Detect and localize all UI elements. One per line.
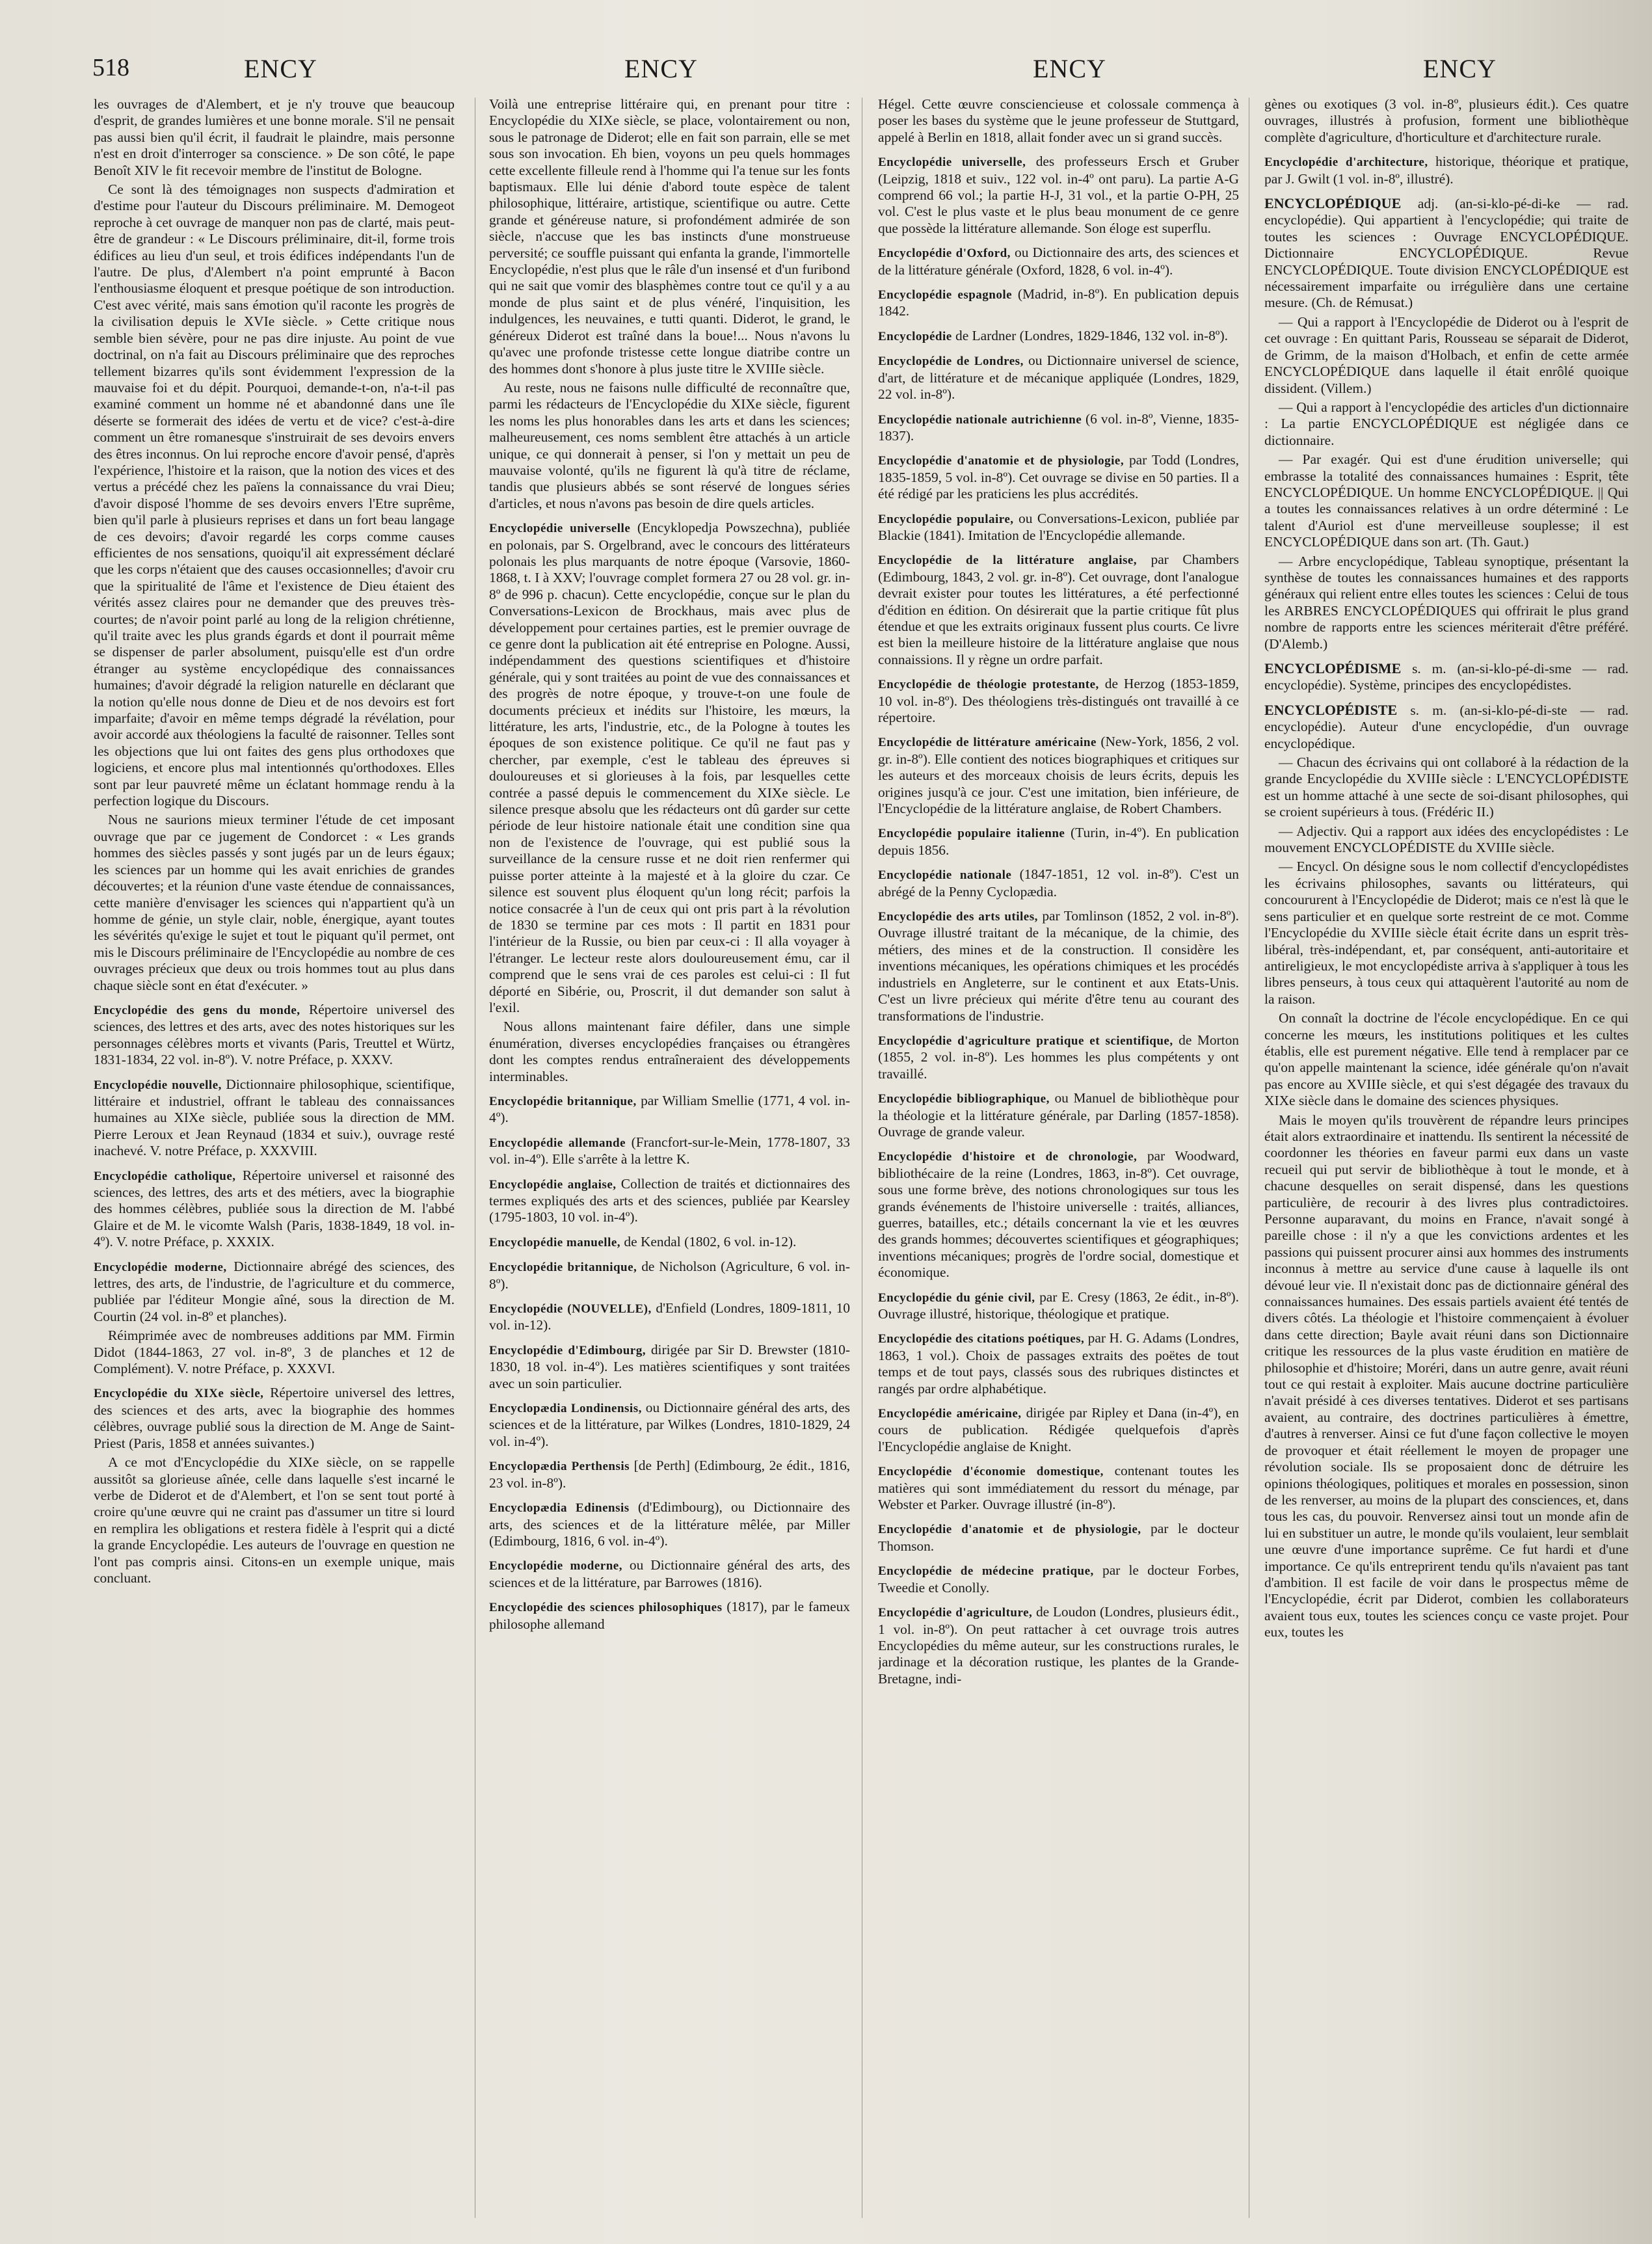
entry-title: Encyclopédie nationale autrichienne	[878, 412, 1082, 427]
entry-title: Encyclopédie d'économie domestique,	[878, 1465, 1104, 1479]
entry	[94, 1076, 455, 1160]
entry	[878, 511, 1239, 544]
definition: s. m. (an-si-klo-pé-di-sme — rad. encyclopédie). Système, principes des encyclopédistes.	[1264, 661, 1629, 693]
column-2	[489, 96, 850, 2223]
entry-title: Encyclopédie américaine,	[878, 1407, 1022, 1421]
entry-title: Encyclopédie britannique,	[489, 1261, 637, 1275]
entry-text: par E. Cresy (1863, 2e édit., in-8º). Ouvrage illustré, historique, théologique et pratique.	[878, 1289, 1239, 1322]
entry-text: ou Conversations-Lexicon, publiée par Blackie (1841). Imitation de l'Encyclopédie allemande.	[878, 510, 1239, 543]
entry-text: par Tomlinson (1852, 2 vol. in-8º). Ouvrage illustré traitant de la mécanique, de la chimie, des métiers, des mines et de la construction. Il considère les inventions mécaniques, les opérations chimiques et les procédés industriels en Angleterre, sur le continent et aux Etats-Unis. C'est un livre précieux qui mérite d'être tenu au courant des transformations de l'industrie.	[878, 908, 1239, 1024]
entry	[878, 1148, 1239, 1281]
entry-title: Encyclopédie d'anatomie et de physiologie,	[878, 1523, 1141, 1537]
entry	[489, 1134, 850, 1168]
headword: ENCYCLOPÉDISME	[1264, 660, 1402, 676]
entry-text: de Nicholson (Agriculture, 6 vol. in-8º).	[489, 1259, 850, 1292]
entry-text: dirigée par Sir D. Brewster (1810-1830, 18 vol. in-4º). Les matières scientifiques y sont traitées avec un soin particulier.	[489, 1341, 850, 1391]
entry	[489, 1234, 850, 1251]
entry	[94, 1259, 455, 1326]
paragraph: Ce sont là des témoignages non suspects d'admiration et d'estime pour l'auteur du Discours préliminaire. M. Demogeot reproche à cet ouvrage de manquer non pas de clarté, mais peut-être de grandeur : « Le Discours préliminaire, dit-il, forme trois édifices au lieu d'un seul, et trois édifices indépendants l'un de l'autre. De plus, d'Alembert n'a point emprunté à Bacon l'enthousiasme éloquent et presque poétique de son introduction. C'est avec vérité, mais sans émotion qu'il raconte les progrès de la civilisation depuis le XVIe siècle. » Cette critique nous semble bien sévère, pour ne pas dire injuste. Au point de vue doctrinal, on n'a fait au Discours préliminaire que des reproches tellement bizarres qu'ils sont évidemment l'expression de la mauvaise foi et du dépit. Pourquoi, demande-t-on, n'a-t-il pas examiné comment un homme né et abandonné dans une île déserte se formerait des idées de vertu et de vice? c'est-à-dire comment un être romanesque s'instruirait de ses devoirs envers des êtres inconnus. On lui reproche encore d'avoir pensé, d'après l'expérience, l'histoire et la raison, que la notion des vices et des vertus a précédé chez les païens la connaissance du vrai Dieu; d'avoir disposé l'homme de ses devoirs envers l'Etre suprême, bien qu'il parle à plusieurs reprises et dans un fort beau langage de ces devoirs; d'avoir regardé les corps comme causes efficientes de nos sensations, quoiqu'il ait expressément déclaré que les corps n'étaient que des causes occasionnelles; d'avoir cru que la spiritualité de l'âme et l'existence de Dieu étaient des vérités assez claires pour ne demander que des preuves très-courtes; de n'avoir point parlé au long de la religion chrétienne, qu'il traite avec les plus grands égards et dont il pourrait même se dispenser de parler absolument, puisqu'elle est d'un ordre étranger au système encyclopédique des connaissances humaines; d'avoir dégradé la religion naturelle en déclarant que la notion qu'elle nous donne de Dieu et de nos devoirs est fort imparfaite; d'avoir en même temps dégradé la révélation, pour avoir accordé aux théologiens la faculté de raisonner. Telles sont les objections que lui ont faites des gens plus orthodoxes que logiciens, et encore plus mal intentionnés qu'orthodoxes. Elles sont par leur pauvreté même un éclatant hommage rendu à la perfection logique du Discours.	[94, 181, 455, 809]
sense: — Qui a rapport à l'encyclopédie des articles d'un dictionnaire : La partie ENCYCLOPÉDIQUE est négligée dans ce dictionnaire.	[1264, 399, 1629, 448]
entry-text: par William Smellie (1771, 4 vol. in-4º).	[489, 1092, 850, 1126]
running-header	[0, 53, 1652, 92]
entry-title: Encyclopédie catholique,	[94, 1169, 236, 1183]
entry-title: Encyclopédie bibliographique,	[878, 1092, 1050, 1106]
entry	[878, 328, 1239, 345]
sense: — Encycl. On désigne sous le nom collectif d'encyclopédistes les écrivains philosophes, savants ou littérateurs, qui concoururent à l'Encyclopédie de Diderot; mais ce n'est là que le sens particulier et en quelque sorte restreint de ce mot. Comme l'Encyclopédie du XVIIIe siècle était écrite dans un esprit très-libéral, très-indépendant, et, par conséquent, anti-autoritaire et antireligieux, le mot encyclopédiste arriva à s'appliquer à tous les libres penseurs, à tous ceux qui attaquèrent l'autorité au nom de la raison.	[1264, 859, 1629, 1007]
entry	[878, 411, 1239, 445]
entry	[878, 245, 1239, 278]
entry-text: des professeurs Ersch et Gruber (Leipzig, 1818 et suiv., 122 vol. in-4º ont paru). La partie A-G comprend 66 vol.; la partie H-J, 31 vol., et la partie O-PH, 25 vol. C'est le plus vaste et le plus beau monument de ce genre que possède la littérature allemande. Son éloge est superflu.	[878, 154, 1239, 236]
running-word-4: ENCY	[1423, 54, 1497, 83]
entry-text: historique, théorique et pratique, par J. Gwilt (1 vol. in-8º, illustré).	[1264, 154, 1629, 187]
entry-title: Encyclopédie d'histoire et de chronologie,	[878, 1150, 1138, 1164]
entry-title: Encyclopédie	[878, 329, 952, 343]
paragraph: Nous allons maintenant faire défiler, dans une simple énumération, diverses encyclopédies françaises ou étrangères dont les comptes rendus entraîneraient des développements interminables.	[489, 1019, 850, 1084]
entry-title: Encyclopédie moderne,	[489, 1559, 622, 1573]
headword: ENCYCLOPÉDISTE	[1264, 701, 1398, 718]
entry	[878, 1289, 1239, 1323]
entry-title: Encyclopédie d'Oxford,	[878, 247, 1011, 261]
entry-text: ou Dictionnaire universel de science, d'art, de littérature et de mécanique appliquée (Londres, 1829, 22 vol. in-8º).	[878, 353, 1239, 403]
entry-text: (1847-1851, 12 vol. in-8º). C'est un abrégé de la Penny Cyclopædia.	[878, 866, 1239, 900]
entry-text: de Herzog (1853-1859, 10 vol. in-8º). Des théologiens très-distingués ont travaillé à ce répertoire.	[878, 676, 1239, 725]
entry-title: Encyclopédie allemande	[489, 1136, 626, 1150]
sense: — Arbre encyclopédique, Tableau synoptique, présentant la synthèse de toutes les connaissances humaines et des rapports généraux qui relient entre elles toutes les sciences : Celui de tous les ARBRES ENCYCLOPÉDIQUES qui offrirait le plus grand nombre de rapports entre les sciences mériterait d'être préféré. (D'Alemb.)	[1264, 553, 1629, 652]
entry	[878, 1562, 1239, 1596]
entry-text: par le docteur Thomson.	[878, 1521, 1239, 1554]
entry-text: (Encyklopedja Powszechna), publiée en polonais, par S. Orgelbrand, avec le concours des littérateurs polonais les plus marquants de notre époque (Varsovie, 1860-1868, t. I à XXV; l'ouvrage complet formera 27 ou 28 vol. gr. in-8º de 996 p. chacun). Cette encyclopédie, conçue sur le plan du Conversations-Lexicon de Brockhaus, mais avec plus de développement pour certaines parties, est le premier ouvrage de ce genre dont la publication ait été entreprise en Pologne. Aussi, indépendamment des questions scientifiques et d'histoire générale, qui y sont traitées au point de vue des connaissances et des progrès de notre époque, y trouve-t-on une foule de documents précieux et inédits sur l'histoire, les mœurs, la littérature, les arts, l'industrie, etc., de la Pologne à toutes les époques de son existence politique. Ce qu'il ne faut pas y chercher, par exemple, c'est le tableau des épreuves si douloureuses et si glorieuses à la fois, par lesquelles cette contrée a passé depuis le commencement du XIXe siècle. Le silence presque absolu que les rédacteurs ont dû garder sur cette période de leur histoire nationale était une condition sine qua non de l'existence de l'ouvrage, qui est publié sous la surveillance de la censure russe et ne doit rien renfermer qui puisse porter atteinte à la majesté et à la gloire du czar. Ce silence est souvent plus éloquent qu'un long récit; parfois la notice consacrée à l'un de ceux qui ont pris part à la révolution de 1830 se termine par ces mots : Il partit en 1831 pour l'intérieur de la Russie, ou bien par ceux-ci : Il alla voyager à l'étranger. Le lecteur reste alors douloureusement ému, car il comprend que le sens vrai de ces paroles est celui-ci : Il fut déporté en Sibérie, ou, Proscrit, il dut demander son salut à l'exil.	[489, 520, 850, 1015]
entry	[94, 1168, 455, 1251]
entry-title: Encyclopédie universelle	[489, 522, 631, 536]
entry	[489, 1557, 850, 1591]
paragraph: Hégel. Cette œuvre consciencieuse et colossale commença à poser les bases du système que le jeune professeur de Stuttgard, appelé à Berlin en 1818, allait fonder avec un si grand succès.	[878, 96, 1239, 145]
headword-entry	[1264, 195, 1629, 312]
entry-title: Encyclopédie de théologie protestante,	[878, 678, 1099, 692]
entry-text: de Lardner (Londres, 1829-1846, 132 vol. in-8º).	[952, 327, 1228, 343]
definition: adj. (an-si-klo-pé-di-ke — rad. encyclopédie). Qui appartient à l'encyclopédie; qui traite de toutes les sciences : Ouvrage ENCYCLOPÉDIQUE. Dictionnaire ENCYCLOPÉDIQUE. Revue ENCYCLOPÉDIQUE. Toute division ENCYCLOPÉDIQUE est nécessairement imparfaite ou irrégulière dans une certaine mesure. (Ch. de Rémusat.)	[1264, 196, 1629, 311]
entry-title: Encyclopédie des arts utiles,	[878, 910, 1038, 924]
entry-text: par le docteur Forbes, Tweedie et Conolly.	[878, 1562, 1239, 1596]
entry-text: ou Manuel de bibliothèque pour la théologie et la littérature générale, par Darling (1857-1858). Ouvrage de grande valeur.	[878, 1090, 1239, 1140]
entry	[878, 1330, 1239, 1397]
paragraph: On connaît la doctrine de l'école encyclopédique. En ce qui concerne les mœurs, les institutions politiques et les cultes établis, elle est purement négative. Elle tend à remplacer par ce qu'on appelle maintenant la science, idée générale qu'on n'avait pas encore au XVIIIe siècle, et qui s'est dégagée des travaux du XIXe siècle dans le domaine des sciences physiques.	[1264, 1010, 1629, 1109]
sense: — Adjectiv. Qui a rapport aux idées des encyclopédistes : Le mouvement ENCYCLOPÉDISTE du XVIIIe siècle.	[1264, 823, 1629, 856]
entry	[1264, 154, 1629, 187]
headword-entry	[1264, 660, 1629, 694]
entry	[878, 825, 1239, 859]
entry	[489, 520, 850, 1016]
entry-title: Encyclopédie des citations poétiques,	[878, 1332, 1085, 1346]
entry	[878, 866, 1239, 900]
entry-text: (6 vol. in-8º, Vienne, 1835-1837).	[878, 410, 1239, 444]
running-word-2: ENCY	[624, 54, 698, 83]
entry	[489, 1458, 850, 1491]
page-number: 518	[92, 54, 129, 81]
headword: ENCYCLOPÉDIQUE	[1264, 195, 1402, 212]
entry	[878, 908, 1239, 1024]
entry-title: Encyclopédie universelle,	[878, 155, 1026, 170]
sense: — Par exagér. Qui est d'une érudition universelle; qui embrasse la totalité des connaissances humaines : Esprit, tête ENCYCLOPÉDIQUE. Un homme ENCYCLOPÉDIQUE. || Qui a toutes les connaissances relatives à un ordre déterminé : Le talent d'Auriol est d'une merveilleuse souplesse; il est ENCYCLOPÉDIQUE dans son art. (Th. Gaut.)	[1264, 451, 1629, 550]
entry	[489, 1342, 850, 1392]
entry-title: Encyclopédie espagnole	[878, 288, 1013, 302]
column-1	[94, 96, 455, 2223]
paragraph: Voilà une entreprise littéraire qui, en prenant pour titre : Encyclopédie du XIXe siècle, se place, volontairement ou non, sous le patronage de Diderot; elle en fait son parrain, elle se met sous son invocation. Eh bien, voyons un peu quels hommages cette excellente filleule rend à l'homme qui l'a tenue sur les fonts baptismaux. Elle lui dénie d'abord toute espèce de talent philosophique, littéraire, artistique, scientifique ou autre. Cette grande et généreuse nature, si profondément admirée de son siècle, n'accuse que les bas instincts d'une monstrueuse perversité; ce souffle puissant qui enfanta la grande, l'immortelle Encyclopédie, n'est plus que le râle d'un insensé et d'un furibond qui ne sait que vomir des blasphèmes contre tout ce qu'il y a au monde de plus saint et de plus vénéré, l'inquisition, les indulgences, les neuvaines, e tutti quanti. Diderot, le grand, le généreux Diderot est traîné dans la boue!... Nous n'avons lu qu'avec une profonde tristesse cette longue diatribe contre un des hommes dont s'honore à plus juste titre le XVIIIe siècle.	[489, 96, 850, 377]
entry-title: Encyclopédie d'anatomie et de physiologie,	[878, 454, 1125, 468]
definition: s. m. (an-si-klo-pé-di-ste — rad. encyclopédie). Auteur d'une encyclopédie, d'un ouvrage encyclopédique.	[1264, 702, 1629, 751]
entry	[489, 1499, 850, 1549]
headword-entry	[1264, 702, 1629, 752]
paragraph: A ce mot d'Encyclopédie du XIXe siècle, on se rappelle aussitôt sa glorieuse aînée, celle dans laquelle s'est incarné le verbe de Diderot et de d'Alembert, et l'on se sent tout porté à croire qu'une œuvre qui ne craint pas d'assumer un titre si lourd en remplira les obligations et restera fidèle à l'esprit qui a dicté la grande Encyclopédie. Les auteurs de l'ouvrage en question ne l'ont pas compris ainsi. Citons-en un exemple unique, mais concluant.	[94, 1454, 455, 1586]
entry	[489, 1599, 850, 1633]
entry-title: Encyclopédie de la littérature anglaise,	[878, 554, 1138, 568]
entry-title: Encyclopédie du génie civil,	[878, 1290, 1035, 1305]
entry	[489, 1259, 850, 1292]
entry-text: (Turin, in-4º). En publication depuis 1856.	[878, 825, 1239, 858]
entry-text: Répertoire universel et raisonné des sciences, des lettres, des arts et des métiers, avec la biographie des hommes célèbres, publiée sous la direction de M. l'abbé Glaire et de M. le vicomte Walsh (Paris, 1838-1849, 18 vol. in-4º). V. notre Préface, p. XXXIX.	[94, 1167, 455, 1250]
entry-text: de Loudon (Londres, plusieurs édit., 1 vol. in-8º). On peut rattacher à cet ouvrage trois autres Encyclopédies du même auteur, sur les constructions rurales, le jardinage et la décoration rustique, les plantes de la Grande-Bretagne, indi-	[878, 1604, 1239, 1687]
entry-title: Encyclopædia Londinensis,	[489, 1402, 642, 1416]
paragraph: Réimprimée avec de nombreuses additions par MM. Firmin Didot (1844-1863, 27 vol. in-8º, 3 de planches et 12 de Complément). V. notre Préface, p. XXXVI.	[94, 1328, 455, 1377]
entry-text: de Kendal (1802, 6 vol. in-12).	[620, 1233, 797, 1249]
entry	[878, 286, 1239, 320]
column-3	[878, 96, 1239, 2223]
paragraph: Mais le moyen qu'ils trouvèrent de répandre leurs principes était alors extraordinaire et inattendu. Ils sentirent la nécessité de coordonner les théories en faveur parmi eux dans un vaste recueil qui put servir de bibliothèque à tout le monde, et à chacune desquelles on serait dispensé, dans les questions particulière, de recourir à des livres plus contradictoires. Personne auparavant, du moins en France, n'avait songé à pareille chose : il n'y a que les convictions ardentes et les passions qui puissent procurer ainsi aux hommes des instruments inconnus à mettre au service d'une cause à laquelle ils ont dévoué leur vie. Il n'existait donc pas de dictionnaire général des connaissances humaines. Des essais partiels avaient été tentés de divers côtés. La théologie et l'histoire commençaient à évoluer dans cette direction; Bayle avait réuni dans son Dictionnaire critique les ressources de la plus vaste érudition en matière de philosophie et d'histoire; Moréri, dans un autre genre, avait réuni tout ce qui restait à exploiter. Mais aucune doctrine particulière n'avait présidé à ces diverses tentatives. Diderot et ses partisans avaient, au contraire, des doctrines particulières à émettre, d'autres à renverser. Ainsi ce fut d'une façon collective le moyen de provoquer et était réellement le moyen de propager une révolution sociale. Ils se proposaient donc de détruire les opinions théologiques, politiques et morales en possession, sinon de les renverser, au moins de la plupart des consciences, et, dans tous les cas, du pouvoir. Renversez ainsi tout un monde afin de lui en substituer un autre, le monde qu'ils voulaient, leur semblait une œuvre d'une importance suprême. Ce fut hardi et d'une importance. Ce qu'ils entreprirent tendu qu'ils n'avaient pas tant d'ambition. Il est facile de voir dans le prospectus même de l'Encyclopédie, écrit par Diderot, combien les collaborateurs avaient tous eux, toutes les sciences conçu ce vaste projet. Pour eux, toutes les	[1264, 1112, 1629, 1640]
entry-title: Encyclopédie (NOUVELLE),	[489, 1302, 652, 1316]
entry	[489, 1093, 850, 1127]
entry-text: (New-York, 1856, 2 vol. gr. in-8º). Elle contient des notices biographiques et critiques sur les auteurs et des morceaux choisis de leurs écrits, depuis les origines jusqu'à ce jour. C'est une imitation, bien inférieure, de l'Encyclopédie de la littérature anglaise, de Robert Chambers.	[878, 734, 1239, 817]
entry	[878, 1090, 1239, 1140]
entry-text: d'Enfield (Londres, 1809-1811, 10 vol. in-12).	[489, 1300, 850, 1333]
entry-text: par H. G. Adams (Londres, 1863, 1 vol.). Choix de passages extraits des poëtes de tout temps et de tout pays, classés sous des rubriques distinctes et rangés par ordre alphabétique.	[878, 1330, 1239, 1396]
entry-text: par Woodward, bibliothécaire de la reine (Londres, 1863, in-8º). Cet ouvrage, sous une forme brève, des notions chronologiques sur tous les grands événements de l'histoire universelle : traités, alliances, guerres, batailles, etc.; détails concernant la vie et les œuvres des grands hommes; découvertes scientifiques et géographiques; inventions mécaniques; progrès de l'ordre social, domestique et économique.	[878, 1148, 1239, 1281]
entry-title: Encyclopédie manuelle,	[489, 1235, 621, 1249]
column-4	[1264, 96, 1629, 2223]
entry-title: Encyclopédie d'agriculture,	[878, 1606, 1033, 1620]
entry-text: contenant toutes les matières qui sont immédiatement du ressort du ménage, par Webster et Parker. Ouvrage illustré (in-8º).	[878, 1463, 1239, 1513]
entry	[878, 1405, 1239, 1455]
entry	[489, 1400, 850, 1450]
running-word-1: ENCY	[244, 54, 317, 83]
entry	[878, 353, 1239, 403]
entry	[94, 1385, 455, 1452]
entry	[878, 734, 1239, 817]
entry-title: Encyclopédie populaire,	[878, 512, 1014, 526]
entry	[489, 1176, 850, 1226]
entry	[878, 552, 1239, 668]
entry-text: (d'Edimbourg), ou Dictionnaire des arts, des sciences et de la littérature mêlée, par Miller (Edimbourg, 1816, 6 vol. in-4º).	[489, 1499, 850, 1549]
entry-text: ou Dictionnaire général des arts, des sciences et de la littérature, par Wilkes (Londres, 1810-1829, 24 vol. in-4º).	[489, 1400, 850, 1449]
paragraph: gènes ou exotiques (3 vol. in-8º, plusieurs édit.). Ces quatre ouvrages, illustrés à profusion, forment une bibliothèque complète d'agriculture, d'horticulture et d'architecture rurale.	[1264, 96, 1629, 145]
entry-text: Dictionnaire philosophique, scientifique, littéraire et industriel, offrant le tableau des connaissances humaines au XIXe siècle, publiée sous la direction de MM. Pierre Leroux et Jean Reynaud (1834 et suiv.), ouvrage resté inachevé. V. notre Préface, p. XXXVIII.	[94, 1076, 455, 1159]
entry	[878, 676, 1239, 726]
entry-text: dirigée par Ripley et Dana (in-4º), en cours de publication. Rédigée quelquefois d'après l'Encyclopédie anglaise de Knight.	[878, 1405, 1239, 1454]
entry-title: Encyclopédie du XIXe siècle,	[94, 1387, 264, 1401]
entry	[878, 1463, 1239, 1513]
entry-title: Encyclopédie de Londres,	[878, 354, 1024, 369]
entry-text: ou Dictionnaire des arts, des sciences et de la littérature générale (Oxford, 1828, 6 vol. in-4º).	[878, 245, 1239, 278]
entry-title: Encyclopédie de littérature américaine	[878, 736, 1097, 750]
entry-title: Encyclopédie anglaise,	[489, 1177, 617, 1192]
paragraph: Nous ne saurions mieux terminer l'étude de cet imposant ouvrage que par ce jugement de Condorcet : « Les grands hommes des siècles passés y sont jugés par un de leurs égaux; les sciences par un homme qui les avait enrichies de grandes découvertes; et la réunion d'une vaste étendue de connaissances, cette manière d'envisager les sciences qui n'appartient qu'à un homme de génie, un style clair, noble, énergique, ayant toutes les sévérités qu'exige le sujet et tout le piquant qu'il permet, ont mis le Discours préliminaire de l'Encyclopédie au nombre de ces ouvrages précieux que deux ou trois hommes tout au plus dans chaque siècle sont en état d'exécuter. »	[94, 812, 455, 993]
paragraph: Au reste, nous ne faisons nulle difficulté de reconnaître que, parmi les rédacteurs de l'Encyclopédie du XIXe siècle, figurent les noms les plus honorables dans les arts et dans les sciences; malheureusement, ces noms semblent être attachés à un article unique, ce qui donnerait à penser, si l'on y mettait un peu de mauvaise volonté, qu'ils ne figurent là qu'à titre de réclame, tandis que plusieurs abbés se sont réservé de longues séries d'articles, et nous n'avons pas besoin de dire quels articles.	[489, 379, 850, 511]
entry-title: Encyclopédie nationale	[878, 868, 1012, 883]
entry-text: Dictionnaire abrégé des sciences, des lettres, des arts, de l'industrie, de l'agriculture et du commerce, publiée par l'éditeur Mongie aîné, sous la direction de M. Courtin (24 vol. in-8º et planches).	[94, 1258, 455, 1324]
entry	[878, 1032, 1239, 1082]
entry	[878, 1521, 1239, 1555]
entry-title: Encyclopédie d'Edimbourg,	[489, 1343, 646, 1357]
entry-title: Encyclopædia Edinensis	[489, 1501, 630, 1516]
sense: — Chacun des écrivains qui ont collaboré à la rédaction de la grande Encyclopédie du XVIIIe siècle : L'ENCYCLOPÉDISTE est un homme attaché à une secte de soi-disant philosophes, qui se croient supérieurs à tous. (Frédéric II.)	[1264, 755, 1629, 820]
paragraph: les ouvrages de d'Alembert, et je n'y trouve que beaucoup d'esprit, de grandes lumières et une bonne morale. S'il ne pensait pas aussi bien qu'il écrit, il faudrait le plaindre, mais personne n'est en droit d'interroger sa conscience. » De son côté, le pape Benoît XIV le fit recevoir membre de l'institut de Bologne.	[94, 96, 455, 178]
entry-title: Encyclopædia Perthensis	[489, 1460, 630, 1474]
entry-text: de Morton (1855, 2 vol. in-8º). Les hommes les plus compétents y ont travaillé.	[878, 1032, 1239, 1082]
entry-text: (1817), par le fameux philosophe allemand	[489, 1599, 850, 1632]
entry-text: Répertoire universel des sciences, des lettres et des arts, avec des notes historiques sur les personnages célèbres morts et vivants (Paris, Treuttel et Würtz, 1831-1834, 22 vol. in-8º). V. notre Préface, p. XXXV.	[94, 1001, 455, 1068]
entry-title: Encyclopédie des sciences philosophiques	[489, 1601, 723, 1615]
entry	[878, 154, 1239, 237]
entry-text: ou Dictionnaire général des arts, des sciences et de la littérature, par Barrowes (1816).	[489, 1557, 850, 1590]
entry-title: Encyclopédie d'architecture,	[1264, 155, 1428, 170]
running-word-3: ENCY	[1033, 54, 1106, 83]
entry-title: Encyclopédie britannique,	[489, 1094, 637, 1108]
entry-text: (Madrid, in-8º). En publication depuis 1842.	[878, 286, 1239, 319]
entry-text: Collection de traités et dictionnaires des termes expliqués des arts et des sciences, publiée par Kearsley (1795-1803, 10 vol. in-4º).	[489, 1175, 850, 1225]
sense: — Qui a rapport à l'Encyclopédie de Diderot ou à l'esprit de cet ouvrage : En quittant Paris, Rousseau se séparait de Diderot, de Grimm, de la maison d'Holbach, et enfin de cette armée ENCYCLOPÉDIQUE dans laquelle il était enrôlé quoique dissident. (Villem.)	[1264, 314, 1629, 396]
entry-text: [de Perth] (Edimbourg, 2e édit., 1816, 23 vol. in-8º).	[489, 1458, 850, 1491]
entry	[878, 1604, 1239, 1687]
entry-text: par Chambers (Edimbourg, 1843, 2 vol. gr. in-8º). Cet ouvrage, dont l'analogue devrait exister pour toutes les littératures, a été perfectionné d'édition en édition. On désirerait que la partie critique fût plus étendue et que les extraits originaux fussent plus courts. Ce livre est bien la meilleure histoire de la littérature anglaise que nous connaissions. Il y règne un ordre parfait.	[878, 552, 1239, 667]
entry-text: par Todd (Londres, 1835-1859, 5 vol. in-8º). Cet ouvrage se divise en 50 parties. Il a été rédigé par les praticiens les plus accrédités.	[878, 452, 1239, 502]
entry-text: Répertoire universel des lettres, des sciences et des arts, avec la biographie des hommes célèbres, ouvrage publié sous la direction de M. Ange de Saint-Priest (Paris, 1858 et années suivantes.)	[94, 1385, 455, 1451]
entry	[878, 452, 1239, 502]
entry-title: Encyclopédie de médecine pratique,	[878, 1564, 1094, 1579]
entry-title: Encyclopédie d'agriculture pratique et scientifique,	[878, 1034, 1173, 1048]
entry-title: Encyclopédie moderne,	[94, 1260, 227, 1274]
entry	[94, 1002, 455, 1069]
entry-title: Encyclopédie nouvelle,	[94, 1078, 222, 1092]
entry-title: Encyclopédie populaire italienne	[878, 827, 1065, 841]
entry-text: (Francfort-sur-le-Mein, 1778-1807, 33 vol. in-4º). Elle s'arrête à la lettre K.	[489, 1134, 850, 1168]
entry	[489, 1300, 850, 1334]
entry-title: Encyclopédie des gens du monde,	[94, 1003, 300, 1017]
